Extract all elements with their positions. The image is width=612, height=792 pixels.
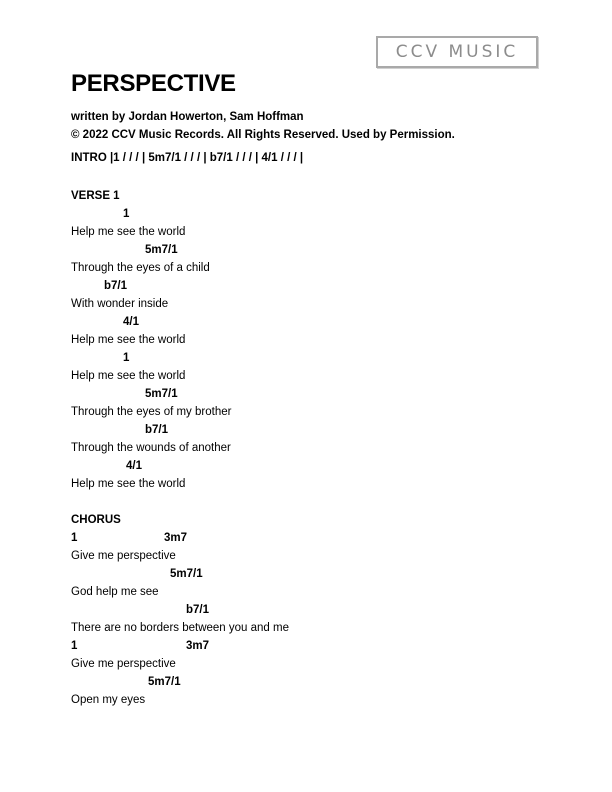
- lyric-line: With wonder inside: [71, 298, 169, 310]
- chord: 1: [71, 532, 78, 544]
- intro-progression: INTRO |1 / / / | 5m7/1 / / / | b7/1 / / / | 4/1 / / / |: [71, 152, 304, 164]
- song-writers: written by Jordan Howerton, Sam Hoffman: [71, 111, 304, 123]
- lyric-line: Through the wounds of another: [71, 442, 231, 454]
- lyric-line: Give me perspective: [71, 550, 176, 562]
- logo-text: CCV MUSIC: [395, 42, 519, 62]
- song-copyright: © 2022 CCV Music Records. All Rights Reserved. Used by Permission.: [71, 129, 455, 141]
- chord: 1: [123, 208, 130, 220]
- section-label-chorus: CHORUS: [71, 514, 121, 526]
- song-title: PERSPECTIVE: [71, 70, 236, 97]
- lyric-line: Open my eyes: [71, 694, 146, 706]
- chord: 5m7/1: [145, 388, 178, 400]
- lyric-line: Help me see the world: [71, 334, 186, 346]
- section-label-verse-1: VERSE 1: [71, 190, 120, 202]
- lyric-line: Through the eyes of a child: [71, 262, 210, 274]
- chord: 5m7/1: [170, 568, 203, 580]
- lyric-line: Help me see the world: [71, 478, 186, 490]
- chord: b7/1: [186, 604, 210, 616]
- chord: 1: [71, 640, 78, 652]
- lyric-line: Help me see the world: [71, 370, 186, 382]
- chord: 1: [123, 352, 130, 364]
- chord: b7/1: [104, 280, 128, 292]
- lyric-line: Give me perspective: [71, 658, 176, 670]
- lyric-line: Through the eyes of my brother: [71, 406, 232, 418]
- chord: 3m7: [164, 532, 188, 544]
- chord: 3m7: [186, 640, 210, 652]
- lyric-line: God help me see: [71, 586, 159, 598]
- chord: b7/1: [145, 424, 169, 436]
- lyric-line: Help me see the world: [71, 226, 186, 238]
- chord: 4/1: [126, 460, 142, 472]
- chord: 4/1: [123, 316, 139, 328]
- lyric-line: There are no borders between you and me: [71, 622, 289, 634]
- ccv-music-logo: [376, 36, 538, 68]
- chord: 5m7/1: [145, 244, 178, 256]
- chord: 5m7/1: [148, 676, 181, 688]
